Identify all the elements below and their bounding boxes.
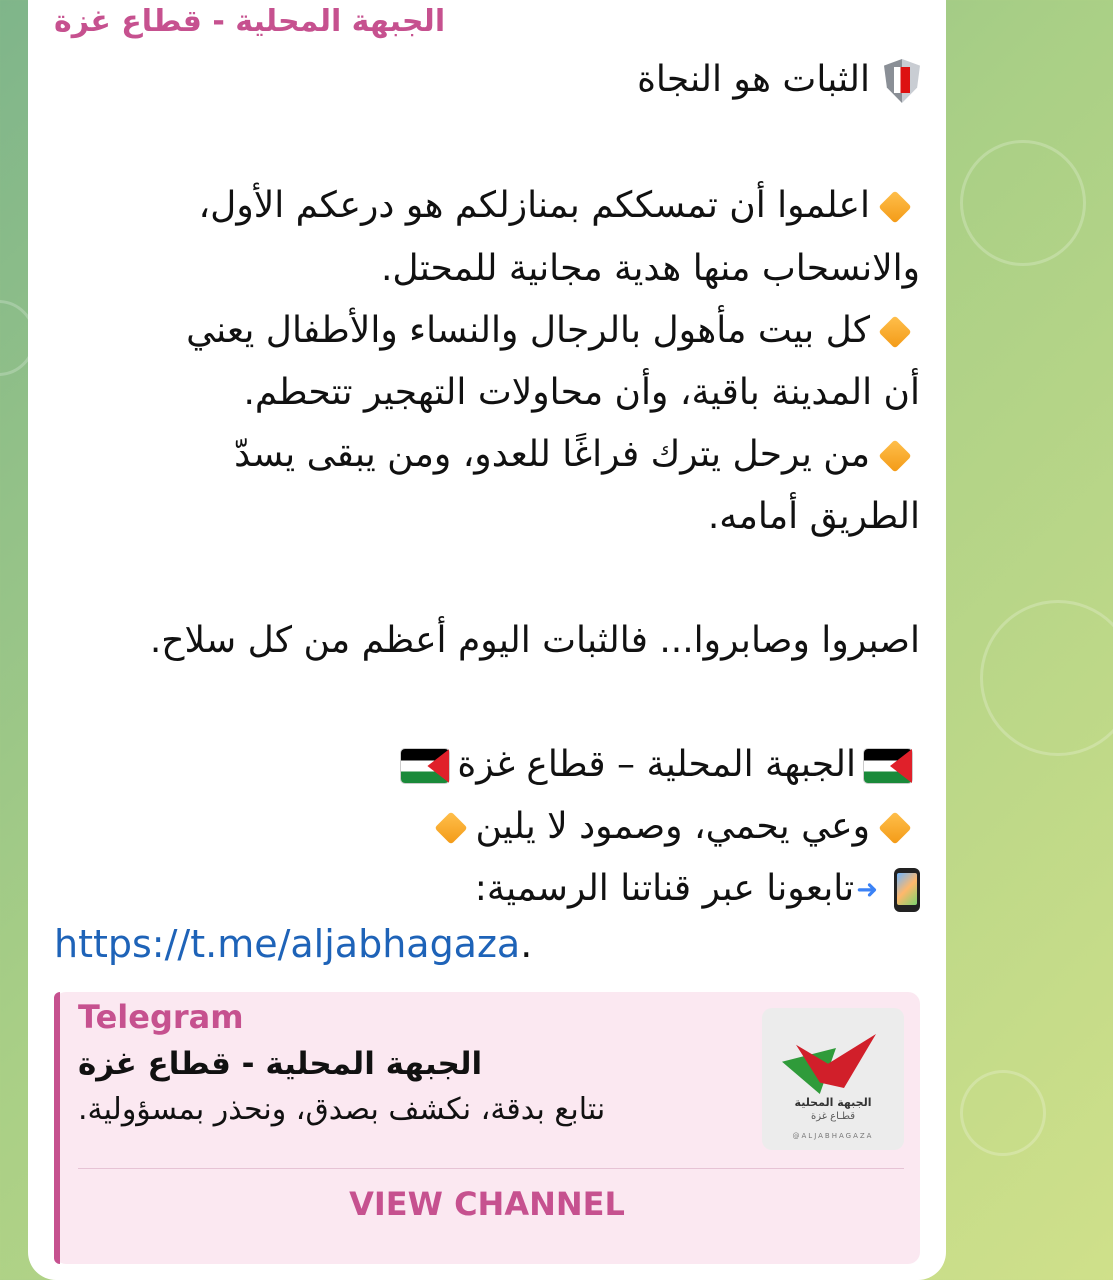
message-line: والانسحاب منها هدية مجانية للمحتل. — [380, 248, 920, 289]
link-line: https://t.me/aljabhagaza. — [54, 922, 533, 966]
thumb-handle: @ALJABHAGAZA — [792, 1132, 874, 1140]
preview-divider — [78, 1168, 904, 1169]
message-line: من يرحل يترك فراغًا للعدو، ومن يبقى يسدّ — [52, 427, 920, 483]
background-doodle — [980, 600, 1113, 756]
signature-line: الجبهة المحلية – قطاع غزة — [52, 737, 920, 793]
message-heading: الثبات هو النجاة — [52, 52, 920, 108]
background-doodle — [960, 1070, 1046, 1156]
message-bubble — [28, 0, 946, 1280]
diamond-icon — [878, 315, 911, 348]
diamond-icon — [878, 811, 911, 844]
thumb-subtitle: قطـاع غزة — [810, 1111, 856, 1122]
diamond-icon — [878, 439, 911, 472]
arrow-icon: ➜ — [856, 875, 878, 905]
preview-description: نتابع بدقة، نكشف بصدق، ونحذر بمسؤولية. — [78, 1092, 606, 1127]
link-preview-card[interactable] — [54, 992, 920, 1264]
phone-icon — [894, 868, 920, 912]
diamond-icon — [434, 811, 467, 844]
follow-line: ➜تابعونا عبر قناتنا الرسمية: — [52, 861, 920, 918]
message-line: اعلموا أن تمسككم بمنازلكم هو درعكم الأول، — [52, 178, 920, 234]
message-line: اصبروا وصابروا... فالثبات اليوم أعظم من كل سلاح. — [149, 620, 920, 661]
palestine-flag-icon — [864, 749, 912, 783]
slogan-line: وعي يحمي، وصمود لا يلين — [52, 799, 920, 855]
message-line: أن المدينة باقية، وأن محاولات التهجير تتحطم. — [243, 372, 920, 413]
preview-site-name: Telegram — [78, 998, 244, 1036]
channel-link[interactable]: https://t.me/aljabhagaza — [54, 922, 521, 966]
background-doodle — [960, 140, 1086, 266]
shield-icon — [884, 59, 920, 103]
channel-logo-thumbnail[interactable] — [762, 1008, 904, 1150]
view-channel-button[interactable]: VIEW CHANNEL — [349, 1185, 625, 1223]
palestine-flag-icon — [401, 749, 449, 783]
diamond-icon — [878, 190, 911, 223]
thumb-title: الجبهة المحلية — [794, 1096, 872, 1109]
preview-title: الجبهة المحلية - قطاع غزة — [78, 1046, 483, 1082]
sender-name[interactable]: الجبهة المحلية - قطاع غزة — [54, 4, 446, 39]
message-line: الطريق أمامه. — [707, 496, 920, 537]
message-line: كل بيت مأهول بالرجال والنساء والأطفال يعني — [52, 303, 920, 359]
